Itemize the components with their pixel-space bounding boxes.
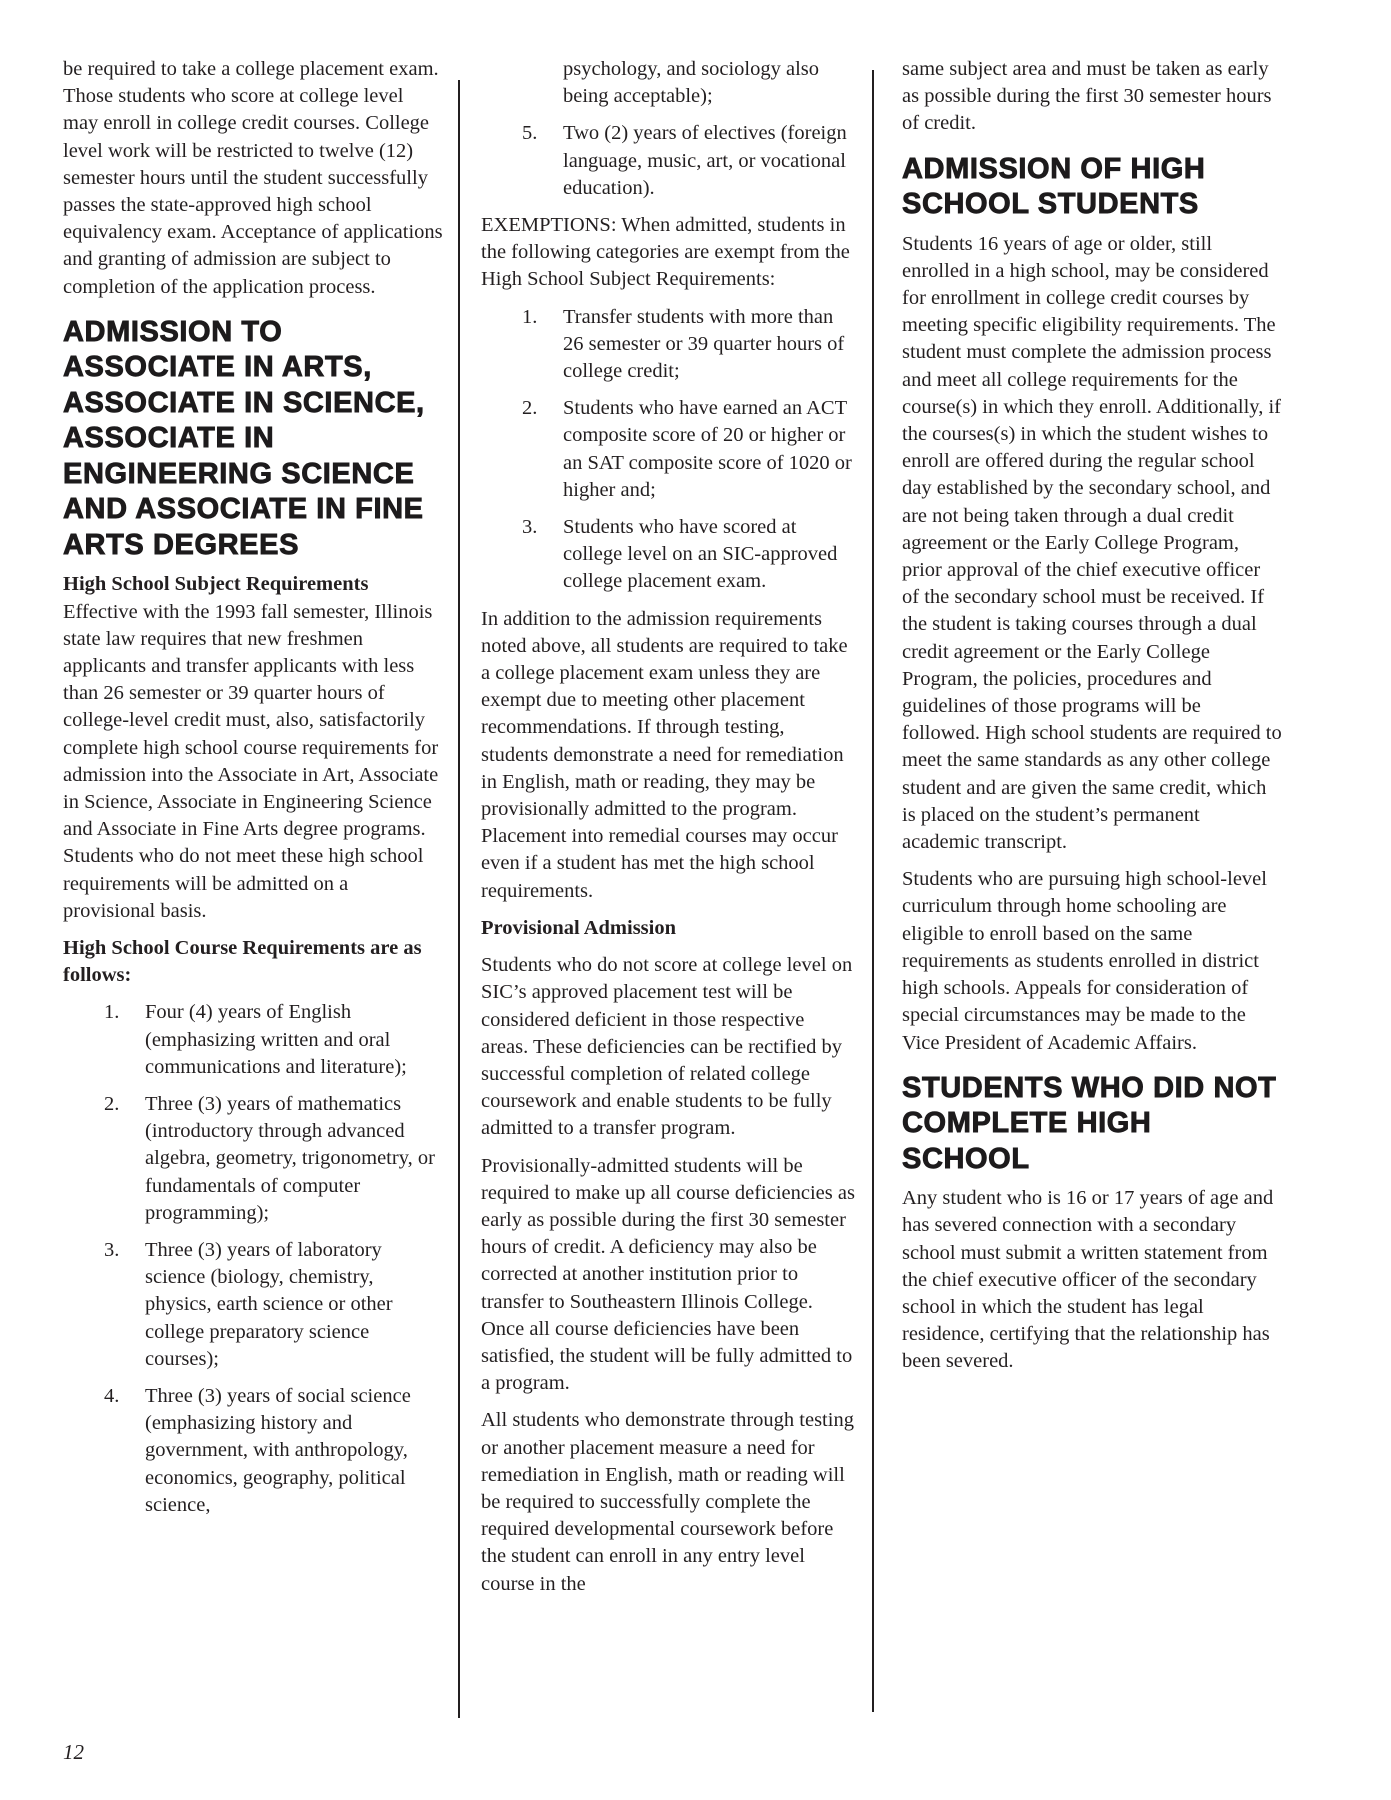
list-item — [63, 1383, 443, 1519]
list-number: 2. — [522, 397, 538, 420]
subject-requirements-body: Effective with the 1993 fall semester, Illinois state law requires that new freshmen applicants and transfer applicants with less than 26 semester or 39 quarter hours of college-level credit must, also, satisfactorily complete high school course requirements for admission into the Associate in Art, Associate in Science, Associate in Engineering Science and Associate in Fine Arts degree programs. Students who do not meet these high school requirements will be admitted on a provisional basis. — [63, 600, 439, 922]
list-item — [481, 395, 856, 504]
high-school-paragraph-1: Students 16 years of age or older, still enrolled in a high school, may be considered for enrollment in college credit courses by meeting specific eligibility requirements. The student must complete the admission process and meet all college requirements for the course(s) in which they enroll. Additionally, if the courses(s) in which the student wishes to enroll are offered during the regular school day established by the secondary school, and are not being taken through a dual credit agreement or the Early College Program, prior approval of the chief executive officer of the secondary school must be received. If the student is taking courses through a dual credit agreement or the Early College Program, the policies, procedures and guidelines of those programs will be followed. High school students are required to meet the same standards as any other college student and are given the same credit, which is placed on the student’s permanent academic transcript. — [902, 232, 1282, 854]
list-number: 3. — [522, 516, 538, 539]
course-requirements-title: High School Course Requirements are as follows: — [63, 936, 422, 987]
list-text: Transfer students with more than 26 semester or 39 quarter hours of college credit; — [563, 305, 845, 383]
list-item — [63, 999, 443, 1081]
list-text: Three (3) years of mathematics (introductory through advanced algebra, geometry, trigonometry, or fundamentals of computer programming); — [145, 1092, 435, 1224]
list-text: Students who have scored at college level on an SIC-approved college placement exam. — [563, 516, 838, 593]
list-text: Three (3) years of laboratory science (biology, chemistry, physics, earth science or other college preparatory science courses); — [145, 1239, 393, 1370]
column-2 — [481, 56, 856, 1608]
not-complete-paragraph: Any student who is 16 or 17 years of age and has severed connection with a secondary school must submit a written statement from the chief executive officer of the secondary school in which the student has legal residence, certifying that the relationship has been severed. — [902, 1187, 1274, 1373]
subject-requirements-title: High School Subject Requirements — [63, 573, 369, 596]
provisional-paragraph-2: Provisionally-admitted students will be required to make up all course deficiencies as early as possible during the first 30 semester hours of credit. A deficiency may also be corrected at another institution prior to transfer to Southeastern Illinois College. Once all course deficiencies have been satisfied, the student will be fully admitted to a program. — [481, 1154, 855, 1395]
list-text: Four (4) years of English (emphasizing written and oral communications and literature); — [145, 1001, 407, 1078]
column-3 — [902, 56, 1282, 1386]
section-heading-high-school-students: ADMISSION OF HIGH SCHOOL STUDENTS — [902, 152, 1206, 221]
column-1 — [63, 56, 443, 1529]
list-number: 3. — [104, 1239, 120, 1261]
high-school-paragraph-2: Students who are pursuing high school-level curriculum through home schooling are eligible to enroll based on the same requirements as students enrolled in district high schools. Appeals for consideration of special circumstances may be made to the Vice President of Academic Affairs. — [902, 868, 1267, 1054]
exemptions-list — [481, 304, 856, 596]
intro-paragraph: same subject area and must be taken as early as possible during the first 30 semester hours of credit. — [902, 58, 1272, 135]
column-divider-1 — [458, 80, 460, 1718]
section-heading-associate-degrees: ADMISSION TO ASSOCIATE IN ARTS, ASSOCIATE IN SCIENCE, ASSOCIATE IN ENGINEERING SCIENCE AND ASSOCIATE IN FINE ARTS DEGREES — [63, 315, 425, 561]
list-item — [481, 120, 856, 202]
list-item — [63, 1091, 443, 1227]
list-text: Three (3) years of social science (emphasizing history and government, with anthropology, economics, geography, political science, — [145, 1385, 411, 1516]
provisional-admission-title: Provisional Admission — [481, 916, 676, 939]
list-item-continued: psychology, and sociology also being acceptable); — [563, 58, 820, 108]
list-text: Two (2) years of electives (foreign language, music, art, or vocational education). — [563, 122, 847, 199]
section-heading-did-not-complete: STUDENTS WHO DID NOT COMPLETE HIGH SCHOOL — [902, 1071, 1277, 1175]
provisional-paragraph-1: Students who do not score at college level on SIC’s approved placement test will be considered deficient in those respective areas. These deficiencies can be rectified by successful completion of related college coursework and enable students to be fully admitted to a transfer program. — [481, 954, 853, 1140]
list-item — [481, 304, 856, 386]
list-number: 2. — [104, 1092, 120, 1115]
course-requirements-list — [63, 999, 443, 1519]
placement-paragraph: In addition to the admission requirements noted above, all students are required to take a college placement exam unless they are exempt due to meeting other placement recommendations. If through testing, students demonstrate a need for remediation in English, math or reading, they may be provisionally admitted to the program. Placement into remedial courses may occur even if a student has met the high school requirements. — [481, 607, 848, 902]
list-number: 5. — [522, 122, 538, 145]
list-text: Students who have earned an ACT composite score of 20 or higher or an SAT composite score of 1020 or higher and; — [563, 397, 852, 501]
list-item — [481, 514, 856, 596]
list-number: 4. — [104, 1385, 120, 1408]
course-requirements-list-continued — [481, 120, 856, 202]
list-item — [63, 1237, 443, 1373]
list-number: 1. — [104, 1001, 120, 1024]
provisional-paragraph-3: All students who demonstrate through testing or another placement measure a need for remediation in English, math or reading will be required to successfully complete the required developmental coursework before the student can enroll in any entry level course in the — [481, 1409, 854, 1595]
list-number: 1. — [522, 305, 538, 328]
intro-paragraph: be required to take a college placement exam. Those students who score at college level may enroll in college credit courses. College level work will be restricted to twelve (12) semester hours until the student successfully passes the state-approved high school equivalency exam. Acceptance of applications and granting of admission are subject to completion of the application process. — [63, 58, 443, 298]
exemptions-intro: EXEMPTIONS: When admitted, students in the following categories are exempt from the High School Subject Requirements: — [481, 214, 850, 291]
page-number: 12 — [63, 1740, 84, 1764]
column-divider-2 — [872, 70, 874, 1712]
